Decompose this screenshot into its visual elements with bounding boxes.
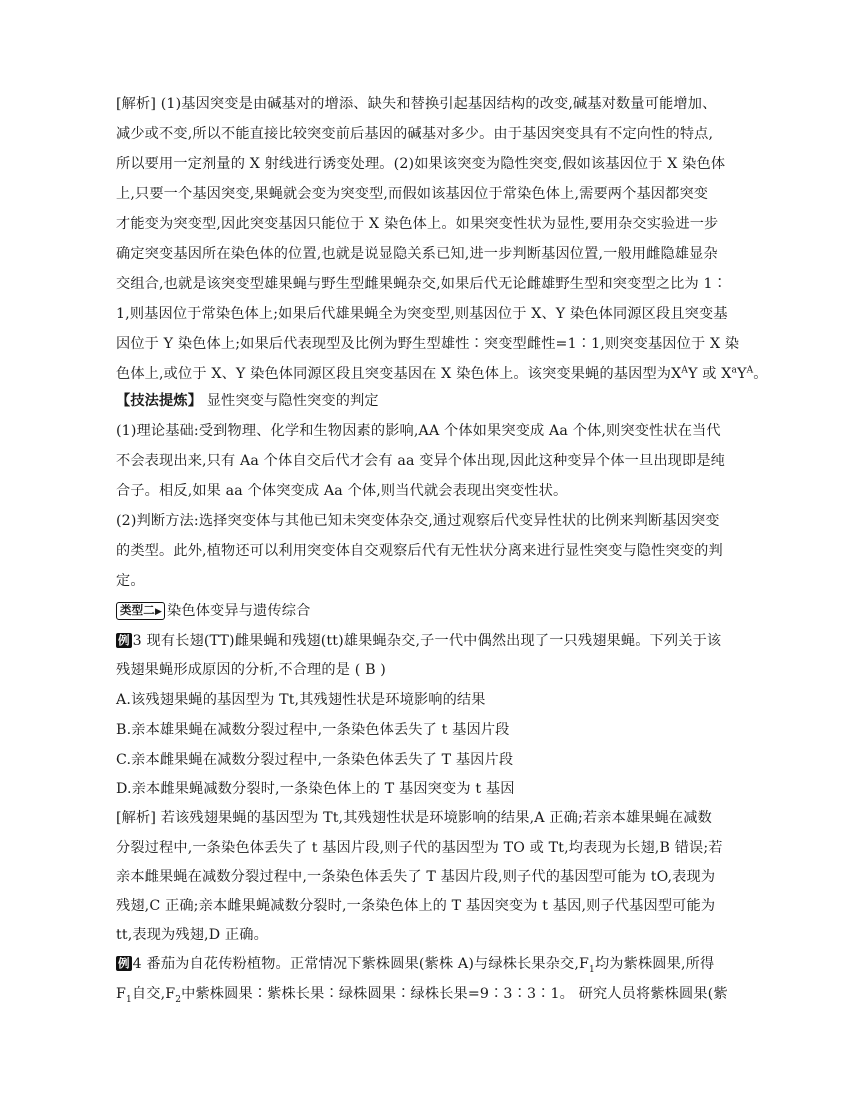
analysis-line-9: 因位于 Y 染色体上;如果后代表现型及比例为野生型雄性∶突变型雌性=1∶1,则突变基因位于 X 染: [116, 336, 740, 352]
skill-line-3: 合子。相反,如果 aa 个体突变成 Aa 个体,则当代就会表现出突变性状。: [116, 483, 568, 499]
skill-title: 显性突变与隐性突变的判定: [202, 393, 379, 409]
option-a: A.该残翅果蝇的基因型为 Tt,其残翅性状是环境影响的结果: [116, 692, 486, 708]
type-tag-badge: 类型二▶: [116, 602, 165, 620]
genotype-2: $X^aY^A$: [721, 365, 754, 382]
skill-line-2: 不会表现出来,只有 Aa 个体自交后代才会有 aa 变异个体出现,因此这种变异个体一旦出现即是纯: [116, 453, 726, 469]
analysis-line-1: [解析] (1)基因突变是由碱基对的增添、缺失和替换引起基因结构的改变,碱基对数量可能增加、: [116, 96, 717, 112]
example3-analysis-3: 亲本雌果蝇在减数分裂过程中,一条染色体丢失了 T 基因片段,则子代的基因型可能为 tO,表现为: [116, 869, 716, 885]
example-tag-badge: 例: [118, 956, 130, 970]
analysis-line-5: 才能变为突变型,因此突变基因只能位于 X 染色体上。如果突变性状为显性,要用杂交实验进一步: [116, 216, 719, 232]
analysis-line-10-text: 色体上,或位于 X、Y 染色体同源区段且突变基因在 X 染色体上。该突变果蝇的基因型为: [116, 366, 672, 382]
skill-line-1: (1)理论基础:受到物理、化学和生物因素的影响,AA 个体如果突变成 Aa 个体,则突变性状在当代: [116, 423, 721, 439]
analysis-line-4: 上,只要一个基因突变,果蝇就会变为突变型,而假如该基因位于常染色体上,需要两个基因都突变: [116, 186, 709, 202]
analysis-line-7: 交组合,也就是该突变型雄果蝇与野生型雌果蝇杂交,如果后代无论雌雄野生型和突变型之比为 1∶: [116, 276, 727, 292]
analysis-line-2: 减少或不变,所以不能直接比较突变前后基因的碱基对多少。由于基因突变具有不定向性的特点,: [116, 126, 714, 142]
option-c: C.亲本雌果蝇在减数分裂过程中,一条染色体丢失了 T 基因片段: [116, 752, 514, 768]
option-d: D.亲本雌果蝇减数分裂时,一条染色体上的 T 基因突变为 t 基因: [116, 781, 515, 797]
analysis-line-6: 确定突变基因所在染色体的位置,也就是说显隐关系已知,进一步判断基因位置,一般用雌隐雄显杂: [116, 246, 718, 262]
skill-line-6: 定。: [116, 573, 145, 589]
example3-analysis-1: [解析] 若该残翅果蝇的基因型为 Tt,其残翅性状是环境影响的结果,A 正确;若亲本雄果蝇在减数: [116, 810, 712, 826]
skill-line-5: 的类型。此外,植物还可以利用突变体自交观察后代有无性状分离来进行显性突变与隐性突变的判: [116, 543, 723, 559]
genotype-1: $X^AY$: [671, 365, 698, 382]
skill-label: 【技法提炼】: [116, 393, 203, 409]
example4-number: 4: [132, 956, 142, 972]
type2-title: 染色体变异与遗传综合: [167, 603, 311, 619]
example3-analysis-2: 分裂过程中,一条染色体丢失了 t 基因片段,则子代的基因型为 TO 或 Tt,均表现为长翅,B 错误;若: [116, 840, 723, 856]
option-b: B.亲本雄果蝇在减数分裂过程中,一条染色体丢失了 t 基因片段: [116, 722, 510, 738]
example4-line-2: $F_1$自交$,F_2$中紫株圆果∶紫株长果∶绿株圆果∶绿株长果=9∶3∶3∶1。 研究人员将紫株圆果(紫: [116, 986, 728, 1005]
genotype-or: 或: [697, 366, 722, 382]
type2-heading: [116, 601, 756, 621]
example3-number: 3: [132, 633, 142, 649]
skill-line-4: (2)判断方法:选择突变体与其他已知未突变体杂交,通过观察后代变异性状的比例来判断基因突变: [116, 513, 720, 529]
example3-line-2: 残翅果蝇形成原因的分析,不合理的是 ( B ): [116, 662, 386, 678]
example3-line-1: 例 3 现有长翅(TT)雌果蝇和残翅(tt)雄果蝇杂交,子一代中偶然出现了一只残翅果蝇。下列关于该: [118, 633, 722, 649]
analysis-line-3: 所以要用一定剂量的 X 射线进行诱变处理。(2)如果该突变为隐性突变,假如该基因位于 X 染色体: [116, 156, 726, 172]
example3-analysis-4: 残翅,C 正确;亲本雌果蝇减数分裂时,一条染色体上的 T 基因突变为 t 基因,则子代基因型可能为: [116, 898, 716, 914]
play-triangle-icon: ▶: [154, 607, 163, 617]
skill-heading: [116, 391, 756, 411]
analysis-line-8: 1,则基因位于常染色体上;如果后代雄果蝇全为突变型,则基因位于 X、Y 染色体同源区段且突变基: [116, 306, 728, 322]
example3-analysis-5: tt,表现为残翅,D 正确。: [116, 927, 268, 943]
example-tag-badge: 例: [118, 633, 130, 647]
example4-line-1: 例 4 番茄为自花传粉植物。正常情况下紫株圆果(紫株 A)与绿株长果杂交$,F_1$均为紫株圆果,所得: [118, 956, 715, 975]
analysis-line-10: 色体上,或位于 X、Y 染色体同源区段且突变基因在 X 染色体上。该突变果蝇的基因型为$X^AY$ 或 $X^aY^A$。: [116, 365, 768, 382]
